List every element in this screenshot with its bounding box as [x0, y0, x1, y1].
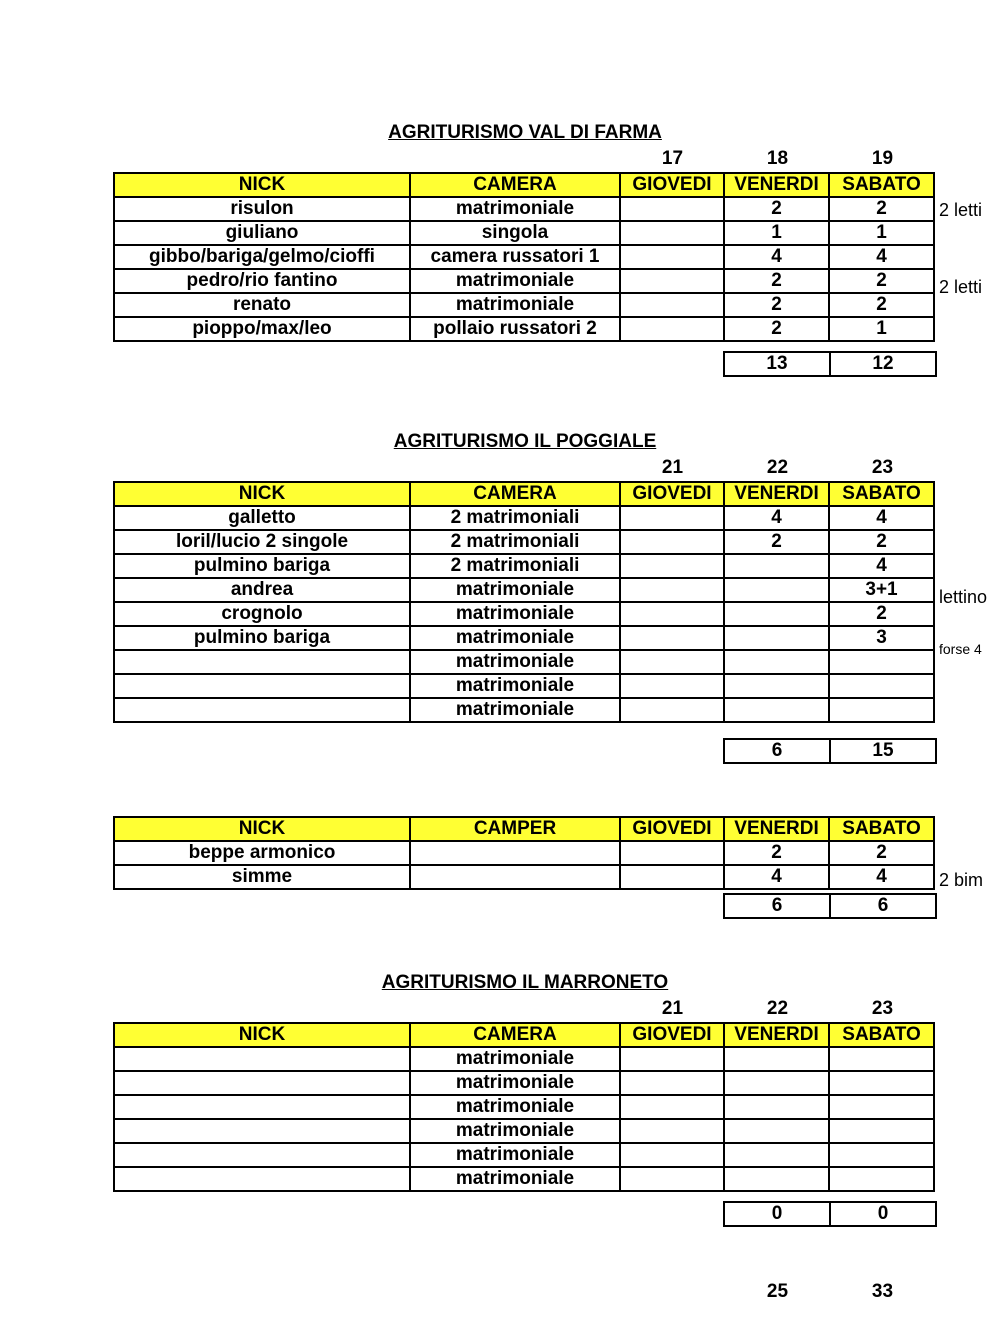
table-row: [114, 650, 934, 674]
header-camper: CAMPER: [410, 817, 620, 841]
table-row: [114, 674, 934, 698]
header-nick: NICK: [114, 482, 410, 506]
giovedi-cell: [620, 1095, 724, 1119]
header-sabato: SABATO: [829, 1023, 934, 1047]
nick-cell: pulmino bariga: [114, 554, 410, 578]
venerdi-cell: 4: [724, 865, 829, 889]
nick-cell: gibbo/bariga/gelmo/cioffi: [114, 245, 410, 269]
header-venerdi: VENERDI: [724, 173, 829, 197]
table-row: [114, 1071, 934, 1095]
camera-cell: matrimoniale: [410, 1047, 620, 1071]
camera-cell: pollaio russatori 2: [410, 317, 620, 341]
giovedi-cell: [620, 1143, 724, 1167]
table-row: [114, 245, 934, 269]
row-note: 2 letti: [939, 200, 983, 220]
sabato-cell: 3: [829, 626, 934, 650]
header-row: [114, 1023, 934, 1047]
table-row: [114, 698, 934, 722]
giovedi-cell: [620, 1071, 724, 1095]
nick-cell: [114, 1119, 410, 1143]
day-number: 17: [661, 148, 684, 169]
venerdi-cell: 2: [724, 530, 829, 554]
table-row: [114, 626, 934, 650]
camera-cell: matrimoniale: [410, 269, 620, 293]
venerdi-cell: [724, 602, 829, 626]
header-giovedi: GIOVEDI: [620, 173, 724, 197]
venerdi-cell: 2: [724, 197, 829, 221]
venerdi-cell: [724, 578, 829, 602]
table-row: [114, 197, 934, 221]
row-note: forse 4: [939, 641, 982, 657]
header-venerdi: VENERDI: [724, 482, 829, 506]
table-row: [114, 578, 934, 602]
sabato-cell: 1: [829, 317, 934, 341]
total-sabato: 15: [830, 739, 936, 763]
giovedi-cell: [620, 650, 724, 674]
sabato-cell: 2: [829, 269, 934, 293]
booking-table-il-poggiale: [113, 481, 935, 723]
nick-cell: galletto: [114, 506, 410, 530]
venerdi-cell: 2: [724, 317, 829, 341]
nick-cell: beppe armonico: [114, 841, 410, 865]
total-venerdi: 6: [724, 894, 830, 918]
camera-cell: matrimoniale: [410, 626, 620, 650]
camper-cell: [410, 841, 620, 865]
giovedi-cell: [620, 554, 724, 578]
table-row: [114, 293, 934, 317]
nick-cell: crognolo: [114, 602, 410, 626]
nick-cell: pulmino bariga: [114, 626, 410, 650]
giovedi-cell: [620, 602, 724, 626]
totals-il-marroneto: [723, 1201, 937, 1227]
sabato-cell: 2: [829, 602, 934, 626]
camera-cell: singola: [410, 221, 620, 245]
venerdi-cell: [724, 674, 829, 698]
venerdi-cell: 4: [724, 506, 829, 530]
sabato-cell: [829, 1071, 934, 1095]
header-nick: NICK: [114, 173, 410, 197]
totals-il-poggiale: [723, 738, 937, 764]
venerdi-cell: 1: [724, 221, 829, 245]
totals-val-di-farma: [723, 351, 937, 377]
total-venerdi: 6: [724, 739, 830, 763]
sabato-cell: [829, 1143, 934, 1167]
day-number: 19: [871, 148, 894, 169]
header-giovedi: GIOVEDI: [620, 1023, 724, 1047]
totals-camper: [723, 893, 937, 919]
venerdi-cell: [724, 626, 829, 650]
table-row: [114, 602, 934, 626]
camera-cell: matrimoniale: [410, 1167, 620, 1191]
venerdi-cell: [724, 1167, 829, 1191]
camper-cell: [410, 865, 620, 889]
nick-cell: [114, 1095, 410, 1119]
giovedi-cell: [620, 841, 724, 865]
camera-cell: matrimoniale: [410, 1119, 620, 1143]
camera-cell: matrimoniale: [410, 602, 620, 626]
sabato-cell: [829, 1167, 934, 1191]
table-row: [114, 1047, 934, 1071]
venerdi-cell: 2: [724, 293, 829, 317]
booking-table-val-di-farma: [113, 172, 935, 342]
camera-cell: matrimoniale: [410, 197, 620, 221]
table-row: [114, 269, 934, 293]
grand-total-venerdi: 25: [766, 1281, 789, 1302]
camera-cell: matrimoniale: [410, 293, 620, 317]
sabato-cell: 4: [829, 865, 934, 889]
sabato-cell: [829, 1095, 934, 1119]
table-row: [114, 1143, 934, 1167]
giovedi-cell: [620, 698, 724, 722]
sabato-cell: [829, 1119, 934, 1143]
giovedi-cell: [620, 626, 724, 650]
day-number: 18: [766, 148, 789, 169]
camera-cell: 2 matrimoniali: [410, 554, 620, 578]
venerdi-cell: [724, 1119, 829, 1143]
total-sabato: 0: [830, 1202, 936, 1226]
header-camera: CAMERA: [410, 1023, 620, 1047]
venerdi-cell: [724, 1071, 829, 1095]
table-row: [114, 221, 934, 245]
nick-cell: [114, 1071, 410, 1095]
venerdi-cell: [724, 1143, 829, 1167]
table-row: [114, 1119, 934, 1143]
camera-cell: matrimoniale: [410, 698, 620, 722]
nick-cell: giuliano: [114, 221, 410, 245]
row-note: 2 bim: [939, 870, 984, 890]
header-camera: CAMERA: [410, 482, 620, 506]
sabato-cell: [829, 698, 934, 722]
sabato-cell: [829, 650, 934, 674]
venerdi-cell: [724, 1047, 829, 1071]
total-sabato: 12: [830, 352, 936, 376]
giovedi-cell: [620, 269, 724, 293]
venerdi-cell: [724, 554, 829, 578]
header-giovedi: GIOVEDI: [620, 817, 724, 841]
camera-cell: matrimoniale: [410, 1095, 620, 1119]
giovedi-cell: [620, 1119, 724, 1143]
giovedi-cell: [620, 865, 724, 889]
sabato-cell: 2: [829, 293, 934, 317]
day-number: 21: [661, 457, 684, 478]
table-row: [114, 841, 934, 865]
section-title-il-marroneto: AGRITURISMO IL MARRONETO: [381, 972, 669, 993]
header-nick: NICK: [114, 1023, 410, 1047]
sabato-cell: 2: [829, 197, 934, 221]
giovedi-cell: [620, 578, 724, 602]
nick-cell: renato: [114, 293, 410, 317]
sabato-cell: 4: [829, 554, 934, 578]
booking-table-camper: [113, 816, 935, 890]
total-sabato: 6: [830, 894, 936, 918]
header-row: [114, 482, 934, 506]
nick-cell: [114, 1143, 410, 1167]
total-venerdi: 13: [724, 352, 830, 376]
giovedi-cell: [620, 317, 724, 341]
giovedi-cell: [620, 197, 724, 221]
day-number: 23: [871, 457, 894, 478]
header-giovedi: GIOVEDI: [620, 482, 724, 506]
sabato-cell: [829, 1047, 934, 1071]
venerdi-cell: [724, 1095, 829, 1119]
header-sabato: SABATO: [829, 173, 934, 197]
header-venerdi: VENERDI: [724, 1023, 829, 1047]
nick-cell: [114, 650, 410, 674]
day-number: 22: [766, 998, 789, 1019]
nick-cell: [114, 674, 410, 698]
giovedi-cell: [620, 506, 724, 530]
nick-cell: [114, 698, 410, 722]
nick-cell: pioppo/max/leo: [114, 317, 410, 341]
nick-cell: loril/lucio 2 singole: [114, 530, 410, 554]
table-row: [114, 317, 934, 341]
header-row: [114, 817, 934, 841]
table-row: [114, 554, 934, 578]
venerdi-cell: 4: [724, 245, 829, 269]
venerdi-cell: [724, 650, 829, 674]
camera-cell: 2 matrimoniali: [410, 530, 620, 554]
header-row: [114, 173, 934, 197]
giovedi-cell: [620, 1047, 724, 1071]
table-row: [114, 865, 934, 889]
camera-cell: matrimoniale: [410, 1071, 620, 1095]
nick-cell: risulon: [114, 197, 410, 221]
giovedi-cell: [620, 1167, 724, 1191]
venerdi-cell: 2: [724, 269, 829, 293]
sabato-cell: 2: [829, 530, 934, 554]
camera-cell: matrimoniale: [410, 578, 620, 602]
camera-cell: matrimoniale: [410, 650, 620, 674]
row-note: lettino: [939, 587, 988, 607]
row-note: 2 letti: [939, 277, 983, 297]
booking-table-il-marroneto: [113, 1022, 935, 1192]
giovedi-cell: [620, 245, 724, 269]
sabato-cell: 2: [829, 841, 934, 865]
table-row: [114, 1167, 934, 1191]
giovedi-cell: [620, 221, 724, 245]
day-number: 23: [871, 998, 894, 1019]
nick-cell: andrea: [114, 578, 410, 602]
table-row: [114, 530, 934, 554]
section-title-il-poggiale: AGRITURISMO IL POGGIALE: [393, 431, 657, 452]
camera-cell: matrimoniale: [410, 674, 620, 698]
total-venerdi: 0: [724, 1202, 830, 1226]
nick-cell: [114, 1047, 410, 1071]
giovedi-cell: [620, 293, 724, 317]
venerdi-cell: [724, 698, 829, 722]
sabato-cell: 1: [829, 221, 934, 245]
header-venerdi: VENERDI: [724, 817, 829, 841]
day-number: 22: [766, 457, 789, 478]
camera-cell: matrimoniale: [410, 1143, 620, 1167]
nick-cell: [114, 1167, 410, 1191]
grand-total-sabato: 33: [871, 1281, 894, 1302]
camera-cell: 2 matrimoniali: [410, 506, 620, 530]
giovedi-cell: [620, 530, 724, 554]
header-nick: NICK: [114, 817, 410, 841]
sabato-cell: 4: [829, 506, 934, 530]
giovedi-cell: [620, 674, 724, 698]
nick-cell: pedro/rio fantino: [114, 269, 410, 293]
sabato-cell: 3+1: [829, 578, 934, 602]
sabato-cell: [829, 674, 934, 698]
sabato-cell: 4: [829, 245, 934, 269]
nick-cell: simme: [114, 865, 410, 889]
day-number: 21: [661, 998, 684, 1019]
header-sabato: SABATO: [829, 817, 934, 841]
header-sabato: SABATO: [829, 482, 934, 506]
venerdi-cell: 2: [724, 841, 829, 865]
table-row: [114, 506, 934, 530]
header-camera: CAMERA: [410, 173, 620, 197]
table-row: [114, 1095, 934, 1119]
section-title-val-di-farma: AGRITURISMO VAL DI FARMA: [388, 122, 662, 143]
camera-cell: camera russatori 1: [410, 245, 620, 269]
